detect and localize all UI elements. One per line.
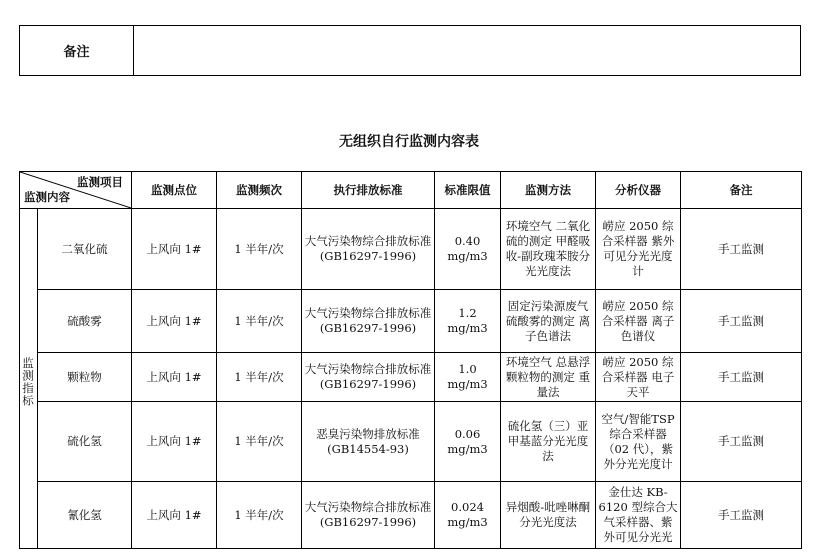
cell-method: 环境空气 总悬浮颗粒物的测定 重量法 (501, 353, 596, 402)
cell-instrument: 崂应 2050 综合采样器 紫外可见分光光度计 (596, 209, 681, 290)
cell-standard: 大气污染物综合排放标准(GB16297-1996) (302, 353, 435, 402)
cell-limit: 1.0 mg/m3 (435, 353, 501, 402)
diagonal-header (20, 172, 132, 209)
cell-point: 上风向 1# (132, 353, 217, 402)
cell-remark: 手工监测 (681, 402, 802, 482)
cell-standard: 大气污染物综合排放标准(GB16297-1996) (302, 482, 435, 549)
cell-frequency: 1 半年/次 (217, 353, 302, 402)
table-row (20, 209, 802, 290)
header-remark: 备注 (681, 172, 802, 209)
table-row (20, 482, 802, 549)
cell-remark: 手工监测 (681, 209, 802, 290)
remark-table (19, 25, 801, 76)
cell-item: 氰化氢 (38, 482, 132, 549)
cell-method: 异烟酸-吡唑啉酮分光光度法 (501, 482, 596, 549)
cell-instrument: 空气/智能TSP 综合采样器（02 代），紫外分光光度计 (596, 402, 681, 482)
cell-limit: 1.2 mg/m3 (435, 290, 501, 353)
cell-method: 固定污染源废气 硫酸雾的测定 离子色谱法 (501, 290, 596, 353)
cell-point: 上风向 1# (132, 290, 217, 353)
cell-remark: 手工监测 (681, 290, 802, 353)
table-row (20, 402, 802, 482)
remark-value (134, 26, 800, 75)
cell-frequency: 1 半年/次 (217, 482, 302, 549)
cell-instrument: 崂应 2050 综合采样器 电子天平 (596, 353, 681, 402)
cell-standard: 大气污染物综合排放标准(GB16297-1996) (302, 290, 435, 353)
cell-frequency: 1 半年/次 (217, 402, 302, 482)
cell-limit: 0.024 mg/m3 (435, 482, 501, 549)
cell-instrument: 崂应 2050 综合采样器 离子色谱仪 (596, 290, 681, 353)
cell-limit: 0.06 mg/m3 (435, 402, 501, 482)
cell-limit: 0.40 mg/m3 (435, 209, 501, 290)
header-content: 监测内容 (24, 190, 70, 204)
header-point: 监测点位 (132, 172, 217, 209)
table-row (20, 353, 802, 402)
header-limit: 标准限值 (435, 172, 501, 209)
cell-item: 颗粒物 (38, 353, 132, 402)
cell-remark: 手工监测 (681, 353, 802, 402)
cell-point: 上风向 1# (132, 209, 217, 290)
cell-point: 上风向 1# (132, 482, 217, 549)
table-row (20, 290, 802, 353)
cell-point: 上风向 1# (132, 402, 217, 482)
header-standard: 执行排放标准 (302, 172, 435, 209)
header-frequency: 监测频次 (217, 172, 302, 209)
header-instrument: 分析仪器 (596, 172, 681, 209)
cell-standard: 大气污染物综合排放标准(GB16297-1996) (302, 209, 435, 290)
remark-label: 备注 (20, 26, 134, 75)
cell-method: 硫化氢（三）亚甲基蓝分光光度法 (501, 402, 596, 482)
cell-remark: 手工监测 (681, 482, 802, 549)
cell-frequency: 1 半年/次 (217, 290, 302, 353)
cell-frequency: 1 半年/次 (217, 209, 302, 290)
cell-standard: 恶臭污染物排放标准(GB14554-93) (302, 402, 435, 482)
cell-method: 环境空气 二氧化硫的测定 甲醛吸收-副玫瑰苯胺分光光度法 (501, 209, 596, 290)
header-row (20, 172, 802, 209)
cell-item: 硫化氢 (38, 402, 132, 482)
cell-item: 二氧化硫 (38, 209, 132, 290)
table-title: 无组织自行监测内容表 (339, 134, 479, 150)
cell-instrument: 金仕达 KB-6120 型综合大气采样器、紫外可见分光光 (596, 482, 681, 549)
cell-item: 硫酸雾 (38, 290, 132, 353)
side-label: 监测指标 (20, 209, 38, 549)
monitoring-table (19, 171, 802, 549)
header-method: 监测方法 (501, 172, 596, 209)
header-item: 监测项目 (77, 175, 123, 189)
